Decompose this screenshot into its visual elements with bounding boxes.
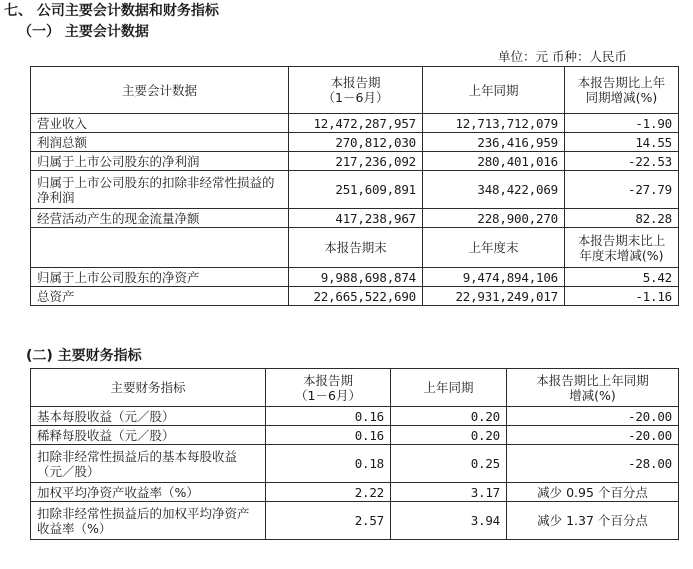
change-value: -20.00 <box>507 407 679 426</box>
row-label: 基本每股收益（元／股） <box>31 407 266 426</box>
table-row <box>31 268 679 287</box>
header-prior-period: 上年同期 <box>423 67 565 114</box>
prior-value: 0.25 <box>391 445 507 483</box>
current-value: 2.22 <box>266 483 391 502</box>
current-value: 270,812,030 <box>289 133 423 152</box>
prior-value: 280,401,016 <box>423 152 565 171</box>
change-value: -1.90 <box>565 114 679 133</box>
prior-value: 22,931,249,017 <box>423 287 565 306</box>
row-label: 营业收入 <box>31 114 289 133</box>
row-label: 稀释每股收益（元／股） <box>31 426 266 445</box>
change-value: -27.79 <box>565 171 679 209</box>
current-value: 217,236,092 <box>289 152 423 171</box>
change-value: 82.28 <box>565 209 679 228</box>
row-label: 归属于上市公司股东的扣除非经常性损益的净利润 <box>31 171 289 209</box>
prior-value: 12,713,712,079 <box>423 114 565 133</box>
row-label: 经营活动产生的现金流量净额 <box>31 209 289 228</box>
change-value: -22.53 <box>565 152 679 171</box>
header-change-since-year-end: 本报告期末比上 年度末增减(%) <box>565 228 679 268</box>
change-value: -1.16 <box>565 287 679 306</box>
table-row <box>31 502 679 540</box>
current-value: 12,472,287,957 <box>289 114 423 133</box>
table-row <box>31 426 679 445</box>
current-value: 417,238,967 <box>289 209 423 228</box>
table-row <box>31 133 679 152</box>
change-value: 14.55 <box>565 133 679 152</box>
change-value: 减少 0.95 个百分点 <box>507 483 679 502</box>
prior-value: 9,474,894,106 <box>423 268 565 287</box>
accounting-data-table <box>30 66 679 306</box>
row-label: 利润总额 <box>31 133 289 152</box>
header-current-period: 本报告期 （1－6月） <box>266 369 391 407</box>
current-value: 0.16 <box>266 407 391 426</box>
header-prior-year-end: 上年度末 <box>423 228 565 268</box>
financial-indicators-table <box>30 368 679 540</box>
current-value: 22,665,522,690 <box>289 287 423 306</box>
table-header-row <box>31 369 679 407</box>
table-row <box>31 209 679 228</box>
header-current-period: 本报告期 （1－6月） <box>289 67 423 114</box>
row-label: 归属于上市公司股东的净资产 <box>31 268 289 287</box>
table-row <box>31 287 679 306</box>
section-title: 七、 公司主要会计数据和财务指标 <box>4 3 219 19</box>
prior-value: 3.17 <box>391 483 507 502</box>
row-label: 加权平均净资产收益率（%） <box>31 483 266 502</box>
table-row <box>31 152 679 171</box>
table-subheader-row <box>31 228 679 268</box>
change-value: 减少 1.37 个百分点 <box>507 502 679 540</box>
subsection-title-accounting-data: （一） 主要会计数据 <box>18 24 149 40</box>
header-item: 主要会计数据 <box>31 67 289 114</box>
table-row <box>31 114 679 133</box>
table-row <box>31 445 679 483</box>
current-value: 251,609,891 <box>289 171 423 209</box>
header-indicator: 主要财务指标 <box>31 369 266 407</box>
prior-value: 228,900,270 <box>423 209 565 228</box>
row-label: 归属于上市公司股东的净利润 <box>31 152 289 171</box>
header-prior-period: 上年同期 <box>391 369 507 407</box>
subheader-blank <box>31 228 289 268</box>
prior-value: 0.20 <box>391 407 507 426</box>
current-value: 2.57 <box>266 502 391 540</box>
subsection-title-financial-indicators: (二) 主要财务指标 <box>26 348 142 364</box>
prior-value: 236,416,959 <box>423 133 565 152</box>
prior-value: 3.94 <box>391 502 507 540</box>
header-change: 本报告期比上年 同期增减(%) <box>565 67 679 114</box>
change-value: -20.00 <box>507 426 679 445</box>
current-value: 0.18 <box>266 445 391 483</box>
row-label: 总资产 <box>31 287 289 306</box>
row-label: 扣除非经常性损益后的加权平均净资产收益率（%） <box>31 502 266 540</box>
table-row <box>31 171 679 209</box>
table-header-row <box>31 67 679 114</box>
change-value: -28.00 <box>507 445 679 483</box>
current-value: 0.16 <box>266 426 391 445</box>
current-value: 9,988,698,874 <box>289 268 423 287</box>
header-period-end: 本报告期末 <box>289 228 423 268</box>
table-row <box>31 483 679 502</box>
unit-note: 单位：元 币种：人民币 <box>498 49 627 64</box>
header-change: 本报告期比上年同期 增减(%) <box>507 369 679 407</box>
change-value: 5.42 <box>565 268 679 287</box>
row-label: 扣除非经常性损益后的基本每股收益（元／股） <box>31 445 266 483</box>
prior-value: 348,422,069 <box>423 171 565 209</box>
prior-value: 0.20 <box>391 426 507 445</box>
table-row <box>31 407 679 426</box>
